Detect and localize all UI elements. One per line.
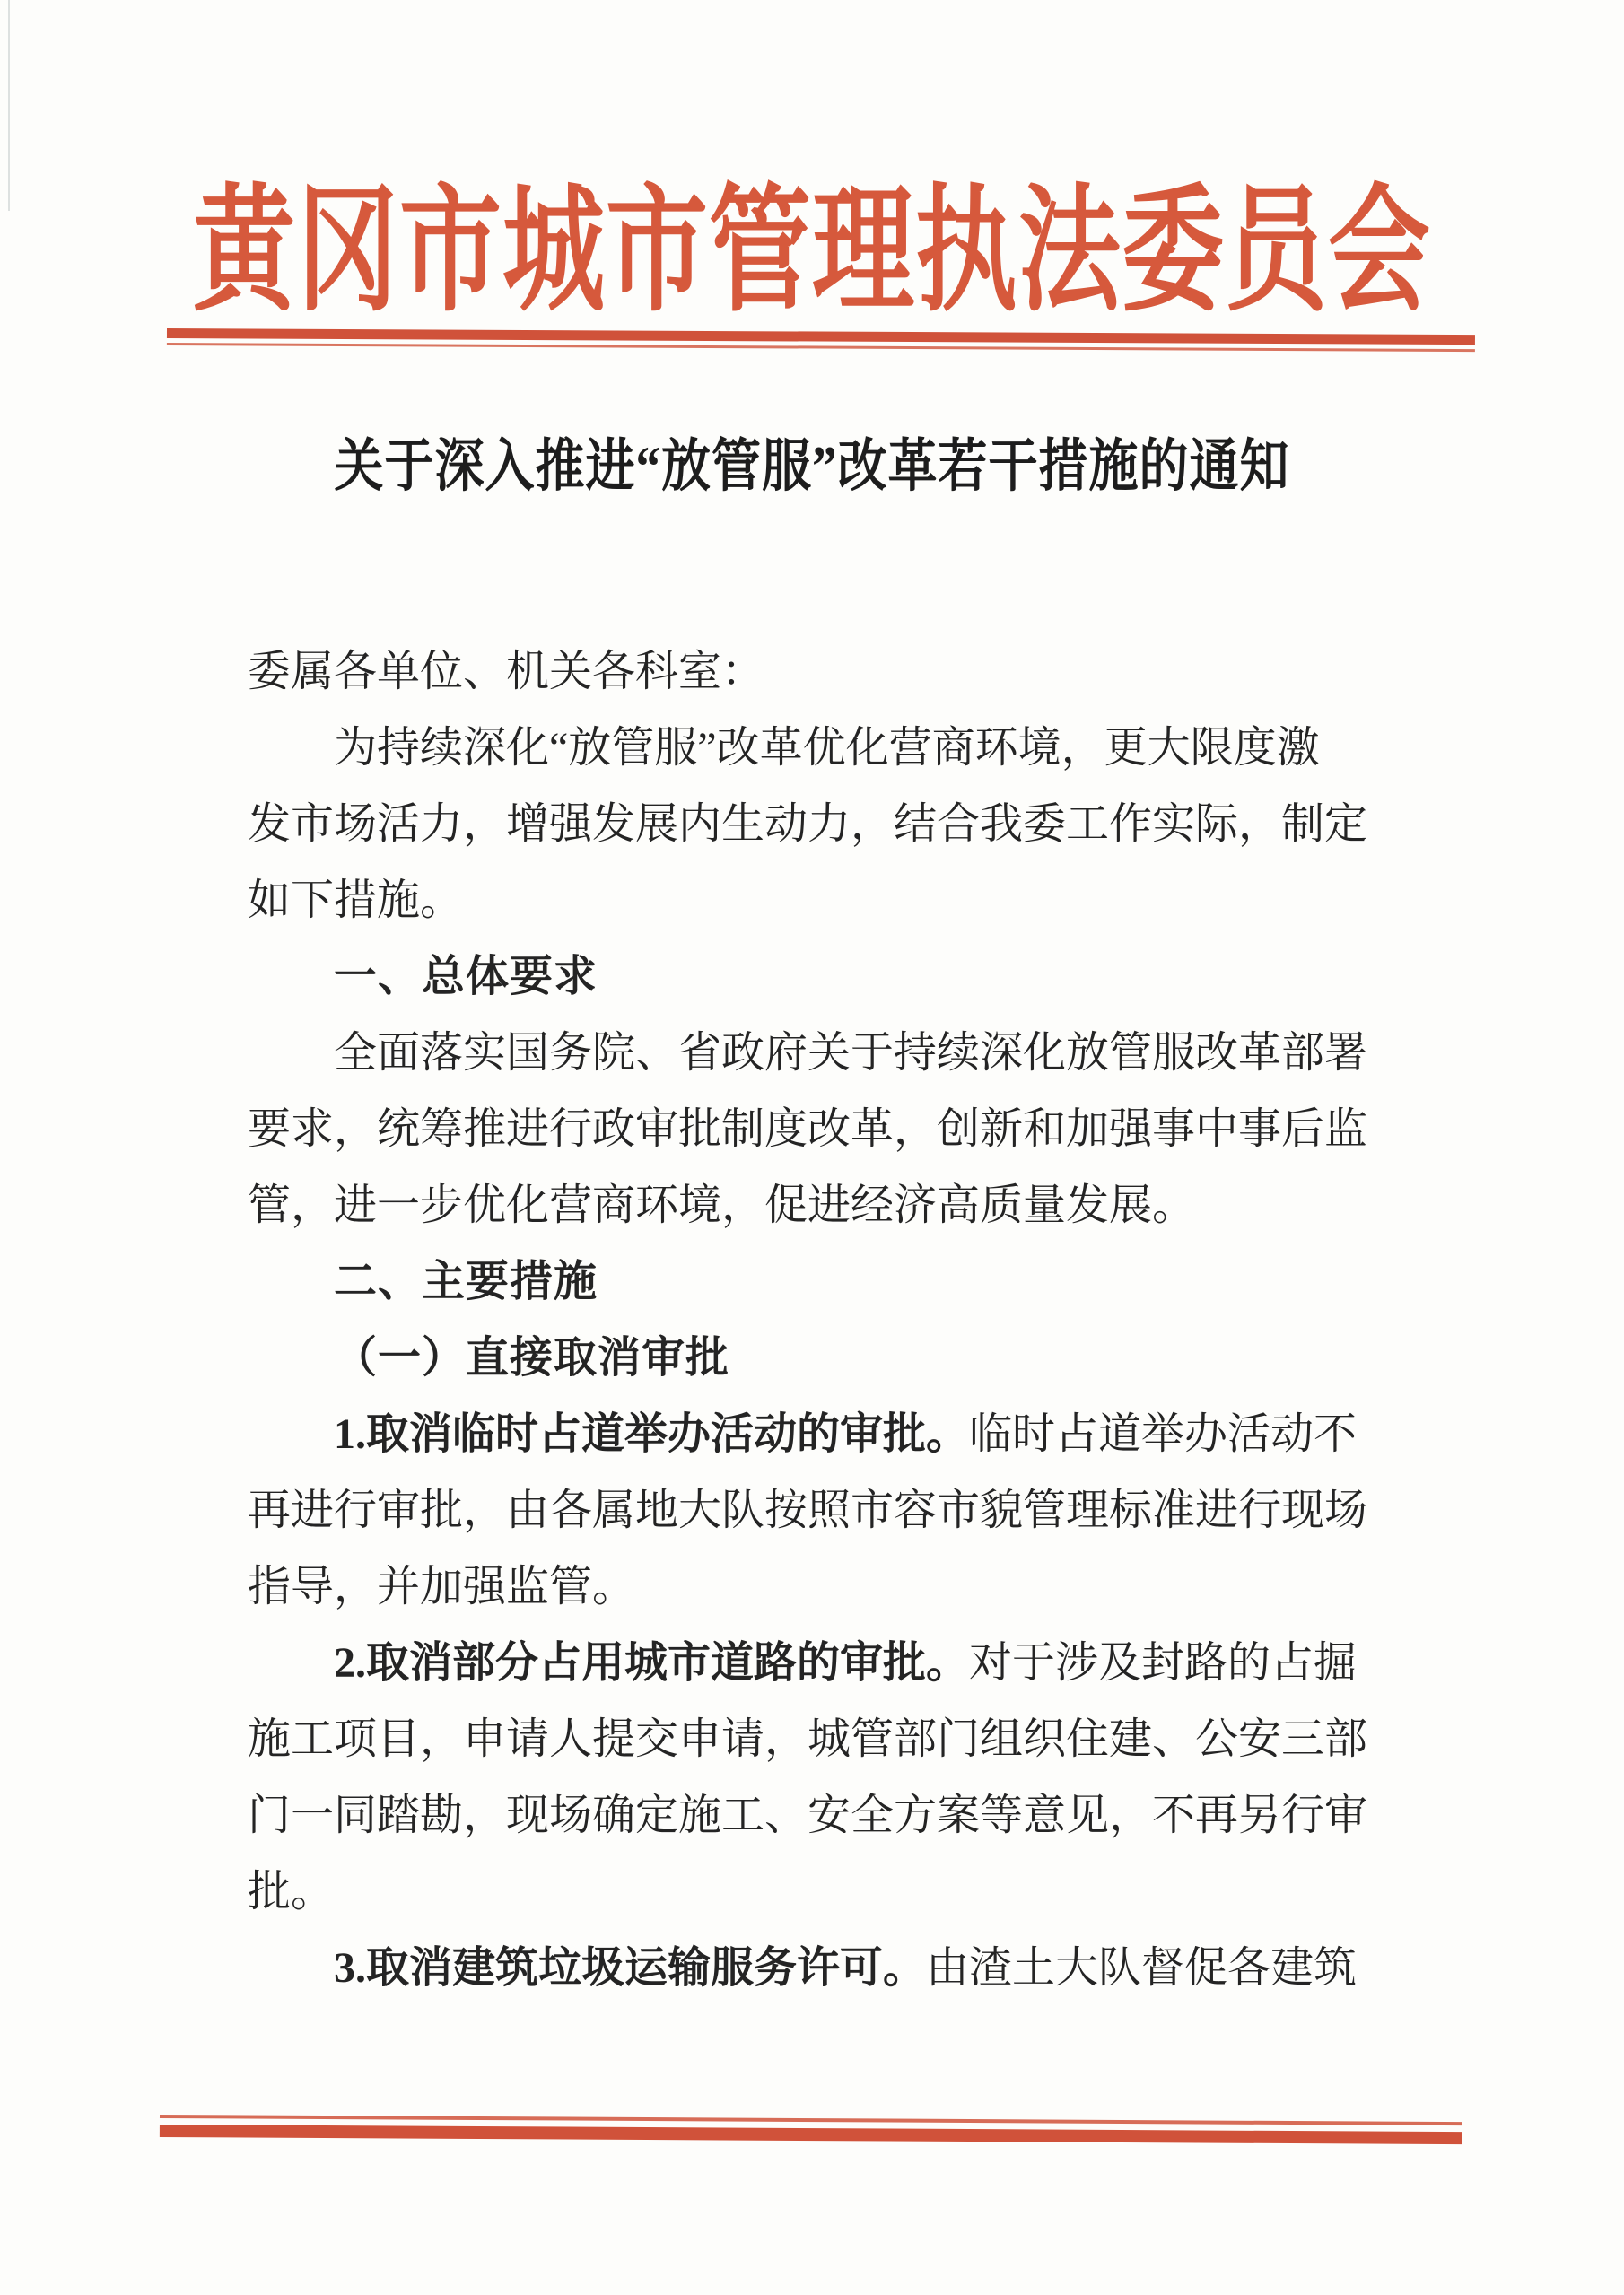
document-title: 关于深入推进“放管服”改革若干措施的通知 xyxy=(334,433,1290,498)
text-line xyxy=(248,1015,1373,1091)
text-line xyxy=(248,938,1373,1015)
text-line xyxy=(248,1625,1373,1701)
text-segment: 批。 xyxy=(248,1868,335,1915)
text-segment: 如下措施。 xyxy=(248,877,464,924)
text-segment: 再进行审批，由各属地大队按照市容市貌管理标准进行现场 xyxy=(248,1487,1368,1534)
text-segment: （一）直接取消审批 xyxy=(334,1334,730,1382)
text-line xyxy=(248,1549,1373,1625)
text-line xyxy=(248,1854,1373,1930)
text-segment: 2.取消部分占用城市道路的审批。 xyxy=(334,1639,970,1687)
text-line xyxy=(248,1243,1373,1320)
text-segment: 门一同踏勘，现场确定施工、安全方案等意见，不再另行审 xyxy=(248,1792,1368,1839)
text-line xyxy=(248,1320,1373,1396)
text-segment: 要求，统筹推进行政审批制度改革，创新和加强事中事后监 xyxy=(248,1105,1368,1153)
text-segment: 管，进一步优化营商环境，促进经济高质量发展。 xyxy=(248,1182,1196,1229)
text-line xyxy=(248,710,1373,786)
text-line xyxy=(248,1472,1373,1549)
text-segment: 由渣土大队督促各建筑 xyxy=(926,1944,1358,1992)
text-line xyxy=(248,633,1373,710)
text-line xyxy=(248,1930,1373,2006)
text-segment: 为持续深化“放管服”改革优化营商环境，更大限度激 xyxy=(334,724,1320,772)
text-line xyxy=(248,1701,1373,1777)
scan-artifact xyxy=(8,0,10,211)
text-segment: 施工项目，申请人提交申请，城管部门组织住建、公安三部 xyxy=(248,1715,1368,1763)
text-line xyxy=(248,786,1373,862)
text-line xyxy=(248,1091,1373,1167)
text-segment: 发市场活力，增强发展内生动力，结合我委工作实际，制定 xyxy=(248,800,1368,848)
text-line xyxy=(248,1167,1373,1243)
text-segment: 1.取消临时占道举办活动的审批。 xyxy=(334,1410,970,1458)
text-segment: 对于涉及封路的占掘 xyxy=(969,1639,1358,1687)
footer-divider xyxy=(160,2115,1462,2144)
text-segment: 指导，并加强监管。 xyxy=(248,1563,636,1610)
text-segment: 全面落实国务院、省政府关于持续深化放管服改革部署 xyxy=(334,1029,1368,1077)
document-body xyxy=(248,633,1373,2006)
text-segment: 3.取消建筑垃圾运输服务许可。 xyxy=(334,1944,927,1992)
text-line xyxy=(248,1396,1373,1472)
text-segment: 临时占道举办活动不 xyxy=(969,1410,1358,1458)
text-segment: 二、主要措施 xyxy=(334,1258,598,1305)
text-line xyxy=(248,862,1373,938)
text-segment: 委属各单位、机关各科室： xyxy=(248,648,765,695)
text-segment: 一、总体要求 xyxy=(334,953,598,1000)
letterhead-title: 黄冈市城市管理执法委员会 xyxy=(192,175,1431,328)
text-line xyxy=(248,1777,1373,1854)
